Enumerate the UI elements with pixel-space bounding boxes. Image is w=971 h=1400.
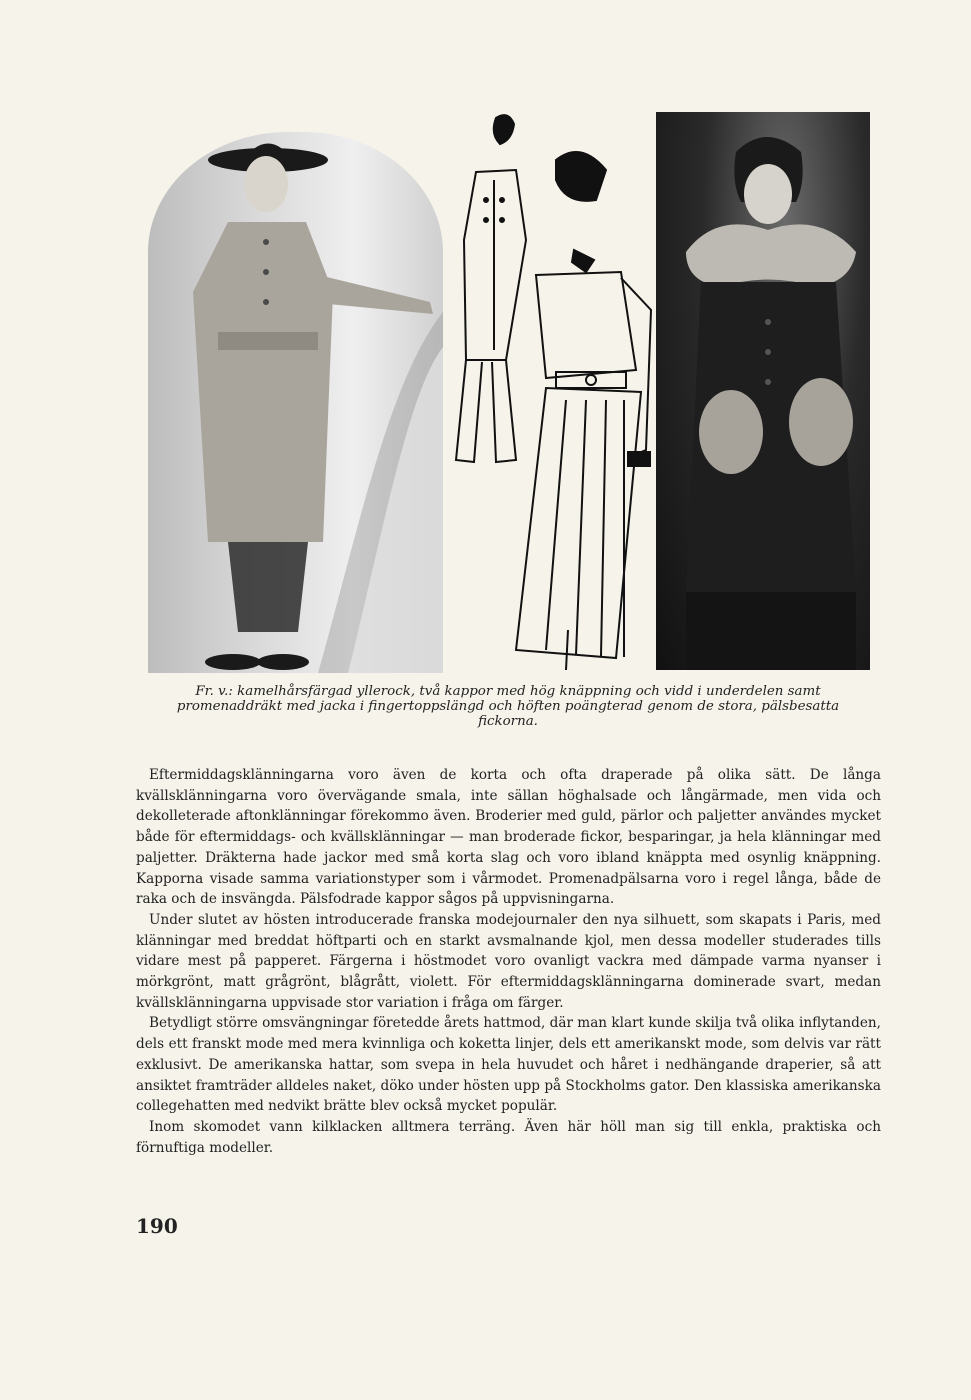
paragraph-dresses: Eftermiddagsklänningarna voro även de korta och ofta draperade på olika sätt. De långa kvällsklänningarna voro övervägande smala, inte sällan höghalsade och långärmade, men vida och dekolleterade aftonklänningar förekommo även. Broderier med guld, pärlor och paljetter användes mycket både för eftermiddags- och kvällsklänningar — man broderade fickor, besparingar, ja hela klänningar med paljetter. Dräkterna hade jackor med små korta slag och voro ibland knäppta med osynlig knäppning. Kapporna visade samma variationstyper som i vårmodet. Promenadpälsarna voro i regel långa, både de raka och de insvängda. Pälsfodrade kappor sågos på uppvisningarna. [136,767,881,908]
figure-caption: Fr. v.: kamelhårsfärgad yllerock, två kappor med hög knäppning och vidd i underdelen samt promenaddräkt med jacka i fingertoppslängd och höften poängterad genom de stora, pälsbesatta fickorna. [176,684,840,729]
photo-fur-collar-suit [656,112,870,670]
sketch-illustration [446,110,654,675]
camel-coat-illustration [148,132,443,673]
page-number: 190 [136,1214,178,1238]
paragraph-hats: Betydligt större omsvängningar företedde årets hattmod, där man klart kunde skilja två olika inflytanden, dels ett franskt mode med mera kvinnliga och koketta linjer, dels ett amerikanskt mode, som delvis var rätt exklusivt. De amerikanska hattar, som svepa in hela huvudet och håret i nedhängande draperier, så att ansiktet framträder alldeles naket, döko under hösten upp på Stockholms gator. Den klassiska amerikanska collegehatten med nedvikt brätte blev också mycket populär. [136,1015,881,1115]
photo-camel-coat [148,132,443,673]
paragraph-paris-silhouette: Under slutet av hösten introducerade franska modejournaler den nya silhuett, som skapats i Paris, med klänningar med breddat höftparti och en starkt avsmalnande kjol, men dessa modeller studerades tills vidare mest på papperet. Färgerna i höstmodet voro ovanligt vackra med dämpade varma nyanser i mörkgrönt, matt grågrönt, blågrått, violett. För eftermiddagsklänningarna dominerade svart, medan kvällsklänningarna uppvisade stor variation i fråga om färger. [136,911,881,1011]
paragraph-shoes: Inom skomodet vann kilklacken alltmera terräng. Även här höll man sig till enkla, praktiska och förnuftiga modeller. [136,1118,881,1156]
fur-collar-illustration [656,112,870,670]
fashion-figure-row [148,110,870,675]
fashion-sketch [446,110,654,675]
article-body [136,765,881,1158]
